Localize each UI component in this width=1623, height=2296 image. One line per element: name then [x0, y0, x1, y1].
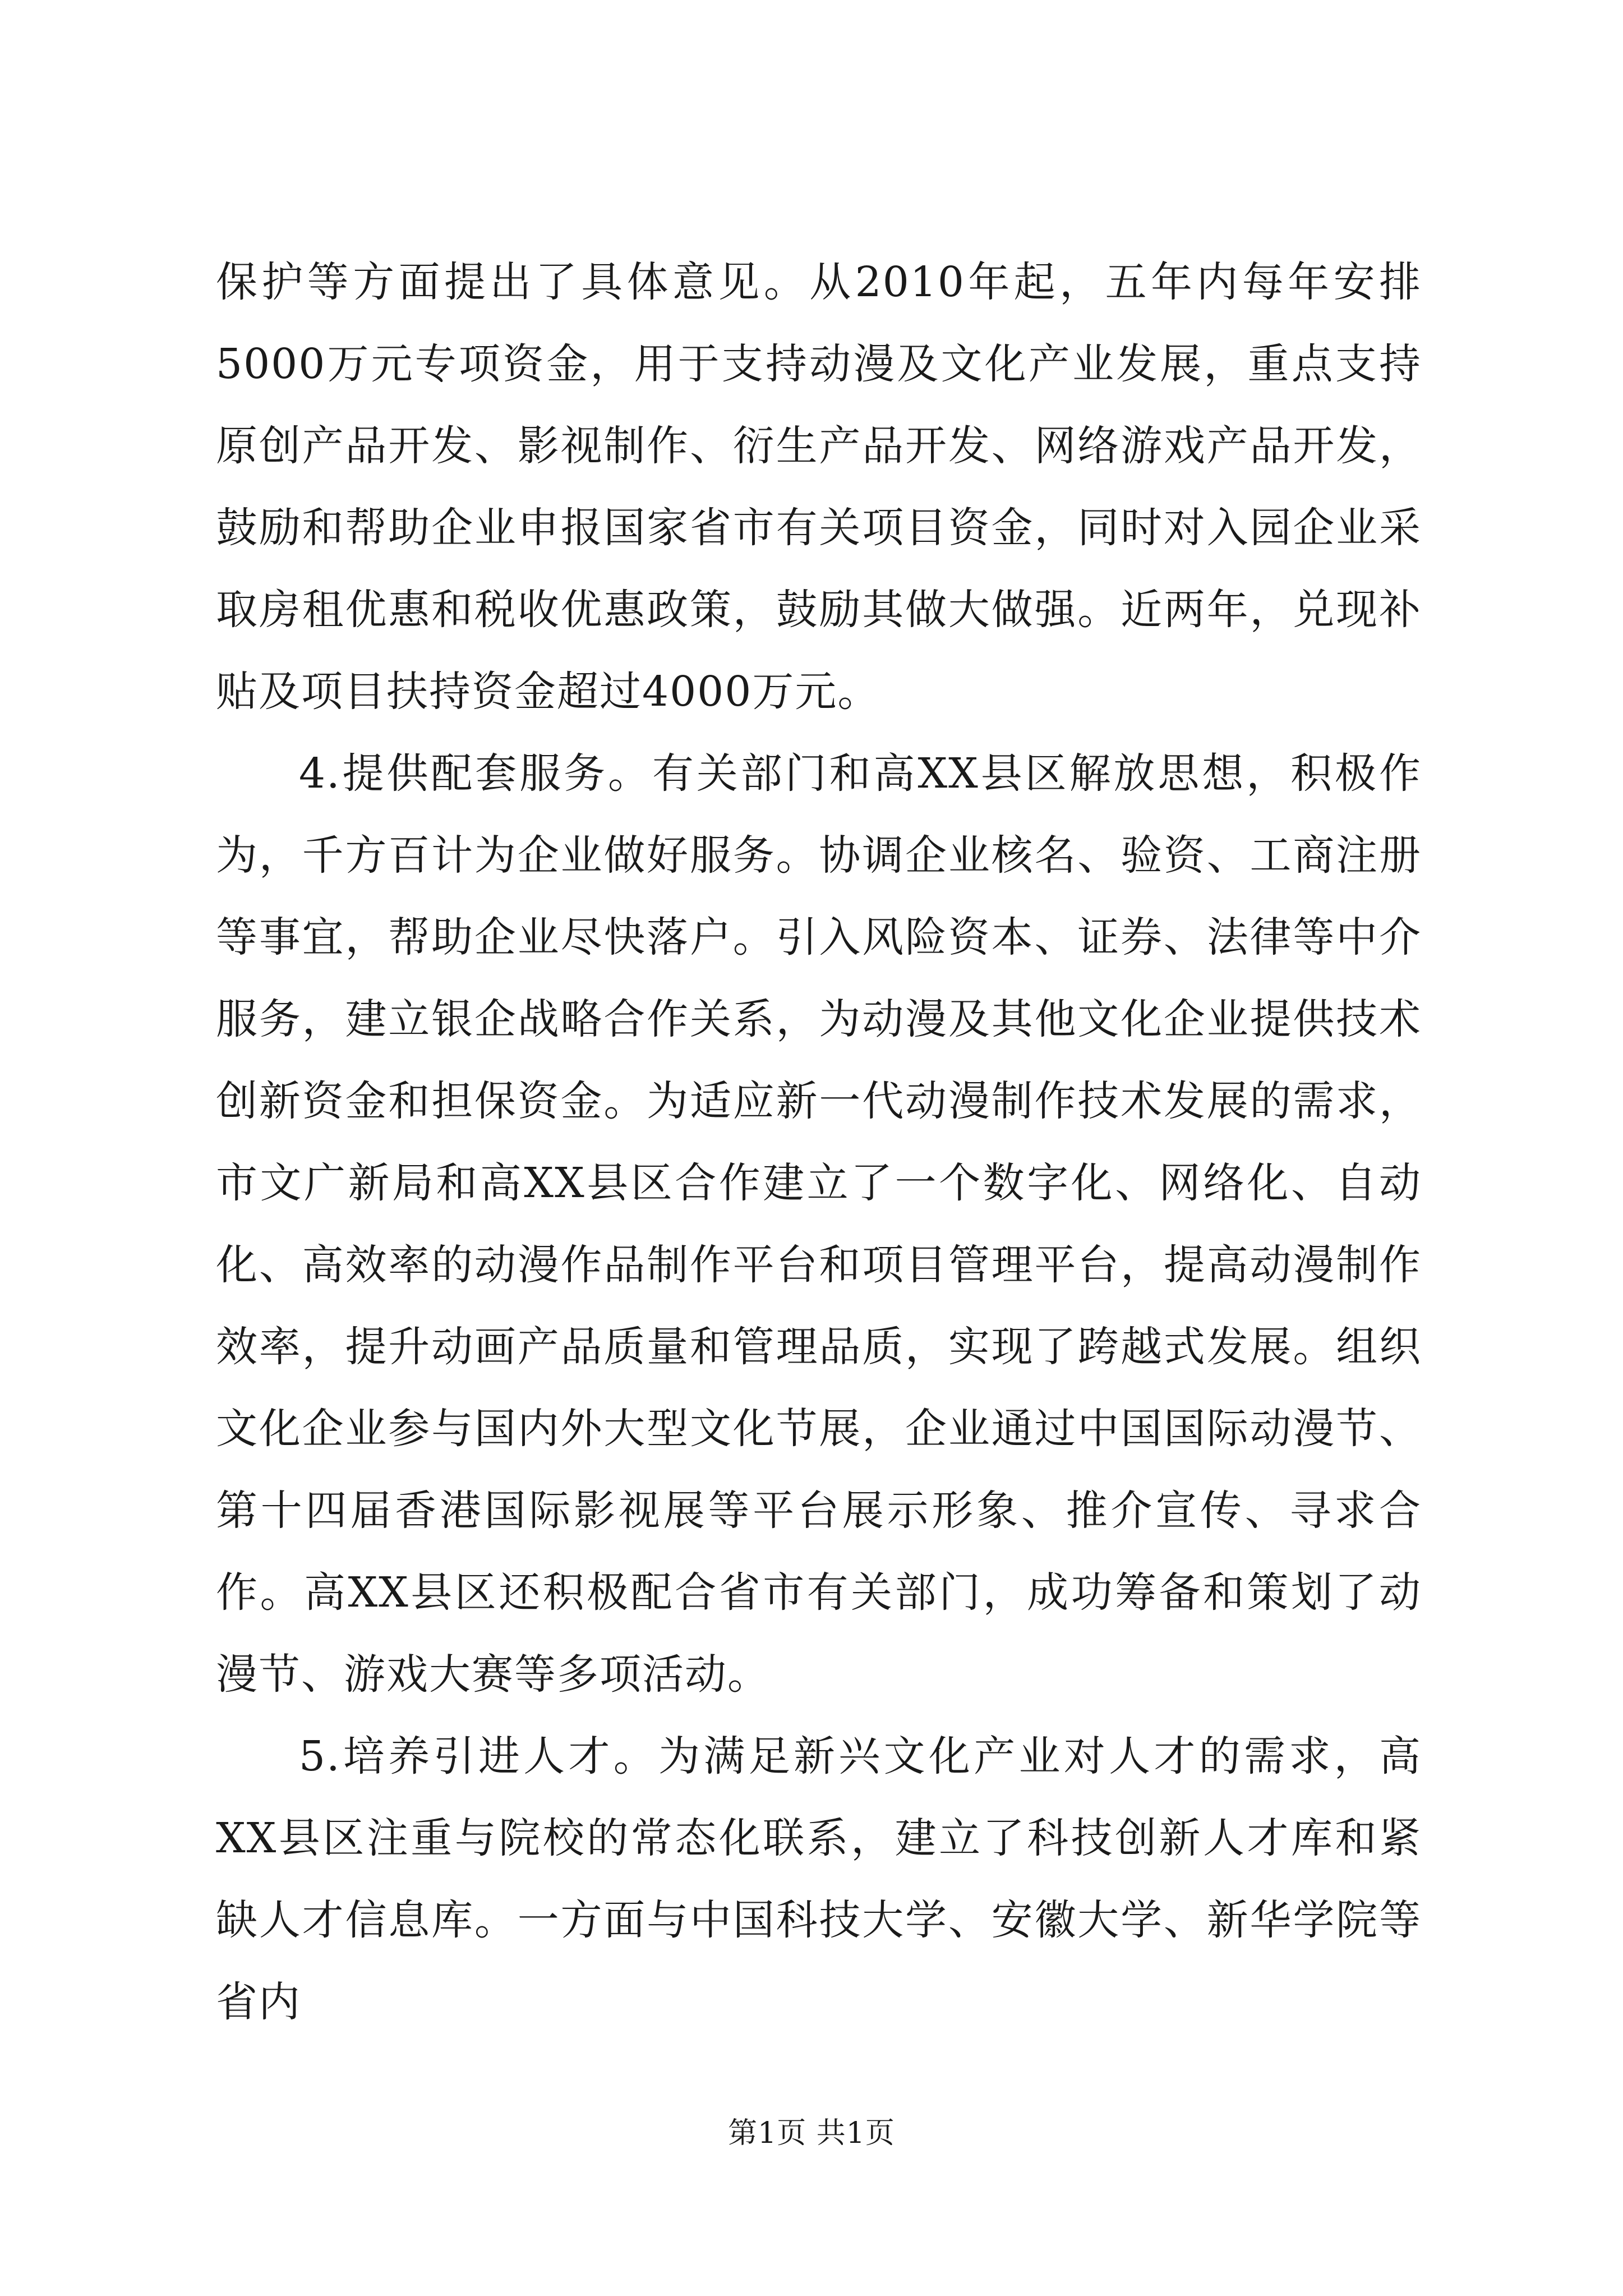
page-footer: 第1页 共1页: [728, 2116, 895, 2150]
document-body: [216, 241, 1422, 2043]
paragraph-funding-continuation: 保护等方面提出了具体意见。从2010年起，五年内每年安排5000万元专项资金，用于支持动漫及文化产业发展，重点支持原创产品开发、影视制作、衍生产品开发、网络游戏产品开发，鼓励和帮助企业申报国家省市有关项目资金，同时对入园企业采取房租优惠和税收优惠政策，鼓励其做大做强。近两年，兑现补贴及项目扶持资金超过4000万元。: [216, 258, 1422, 716]
paragraph-talent-cultivation: 5.培养引进人才。为满足新兴文化产业对人才的需求，高XX县区注重与院校的常态化联系，建立了科技创新人才库和紧缺人才信息库。一方面与中国科技大学、安徽大学、新华学院等省内: [216, 1732, 1422, 2026]
paragraph-supporting-services: 4.提供配套服务。有关部门和高XX县区解放思想，积极作为，千方百计为企业做好服务。协调企业核名、验资、工商注册等事宜，帮助企业尽快落户。引入风险资本、证券、法律等中介服务，建立银企战略合作关系，为动漫及其他文化企业提供技术创新资金和担保资金。为适应新一代动漫制作技术发展的需求，市文广新局和高XX县区合作建立了一个数字化、网络化、自动化、高效率的动漫作品制作平台和项目管理平台，提高动漫制作效率，提升动画产品质量和管理品质，实现了跨越式发展。组织文化企业参与国内外大型文化节展，企业通过中国国际动漫节、第十四届香港国际影视展等平台展示形象、推介宣传、寻求合作。高XX县区还积极配合省市有关部门，成功筹备和策划了动漫节、游戏大赛等多项活动。: [216, 749, 1422, 1699]
